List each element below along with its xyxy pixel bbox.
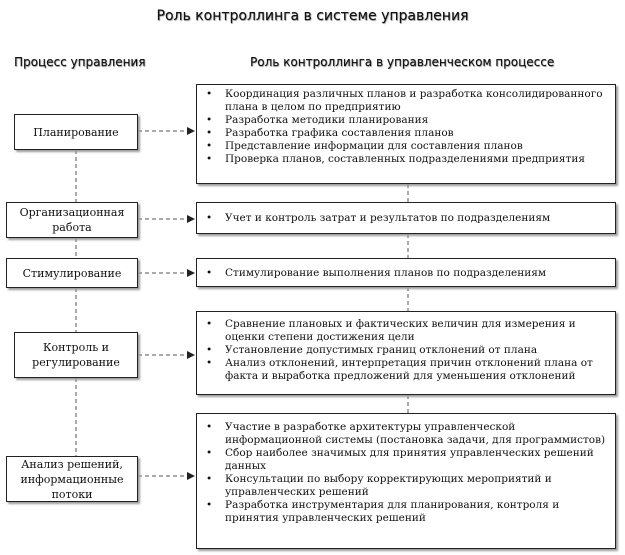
process-label-planning: Планирование [33, 125, 119, 139]
role-item: • Представление информации для составления планов [205, 140, 609, 153]
role-item: • Анализ отклонений, интерпретация причин отклонений плана от факта и выработка предложений для уменьшения отклонений [205, 357, 609, 383]
role-item: • Участие в разработке архитектуры управленческой информационной системы (постановка задачи, для программистов) [205, 421, 609, 447]
left-column-header: Процесс управления [14, 55, 146, 69]
role-item: • Разработка методики планирования [205, 114, 609, 127]
role-box-planning [196, 84, 616, 184]
process-label-control: Контроль и регулирование [32, 341, 120, 369]
process-box-planning [14, 114, 138, 150]
process-label-motivation: Стимулирование [22, 266, 122, 280]
process-label-organization: Организационная работа [19, 206, 125, 234]
role-item: • Сравнение плановых и фактических величин для измерения и оценки степени достижения цели [205, 318, 609, 344]
right-column-header: Роль контроллинга в управленческом процессе [250, 55, 555, 69]
process-box-analysis [6, 456, 138, 502]
role-box-motivation [196, 258, 616, 287]
process-box-motivation [6, 258, 138, 288]
role-box-control [196, 311, 616, 395]
diagram-title: Роль контроллинга в системе управления [156, 8, 469, 24]
role-item: • Установление допустимых границ отклонений от плана [205, 344, 609, 357]
role-item: • Координация различных планов и разработка консолидированного плана в целом по предприятию [205, 88, 609, 114]
process-box-organization [6, 202, 138, 238]
role-item: • Консультации по выбору корректирующих мероприятий и управленческих решений [205, 473, 609, 499]
process-box-control [14, 332, 138, 378]
role-item: • Стимулирование выполнения планов по подразделениям [205, 267, 609, 280]
role-box-organization [196, 202, 616, 234]
role-box-analysis [196, 413, 616, 549]
role-item: • Разработка графика составления планов [205, 127, 609, 140]
role-item: • Проверка планов, составленных подразделениями предприятия [205, 153, 609, 166]
process-label-analysis: Анализ решений, информационные потоки [20, 457, 124, 501]
role-item: • Разработка инструментария для планирования, контроля и принятия управленческих решений [205, 499, 609, 525]
role-item: • Учет и контроль затрат и результатов по подразделениям [205, 212, 609, 225]
role-item: • Сбор наиболее значимых для принятия управленческих решений данных [205, 447, 609, 473]
